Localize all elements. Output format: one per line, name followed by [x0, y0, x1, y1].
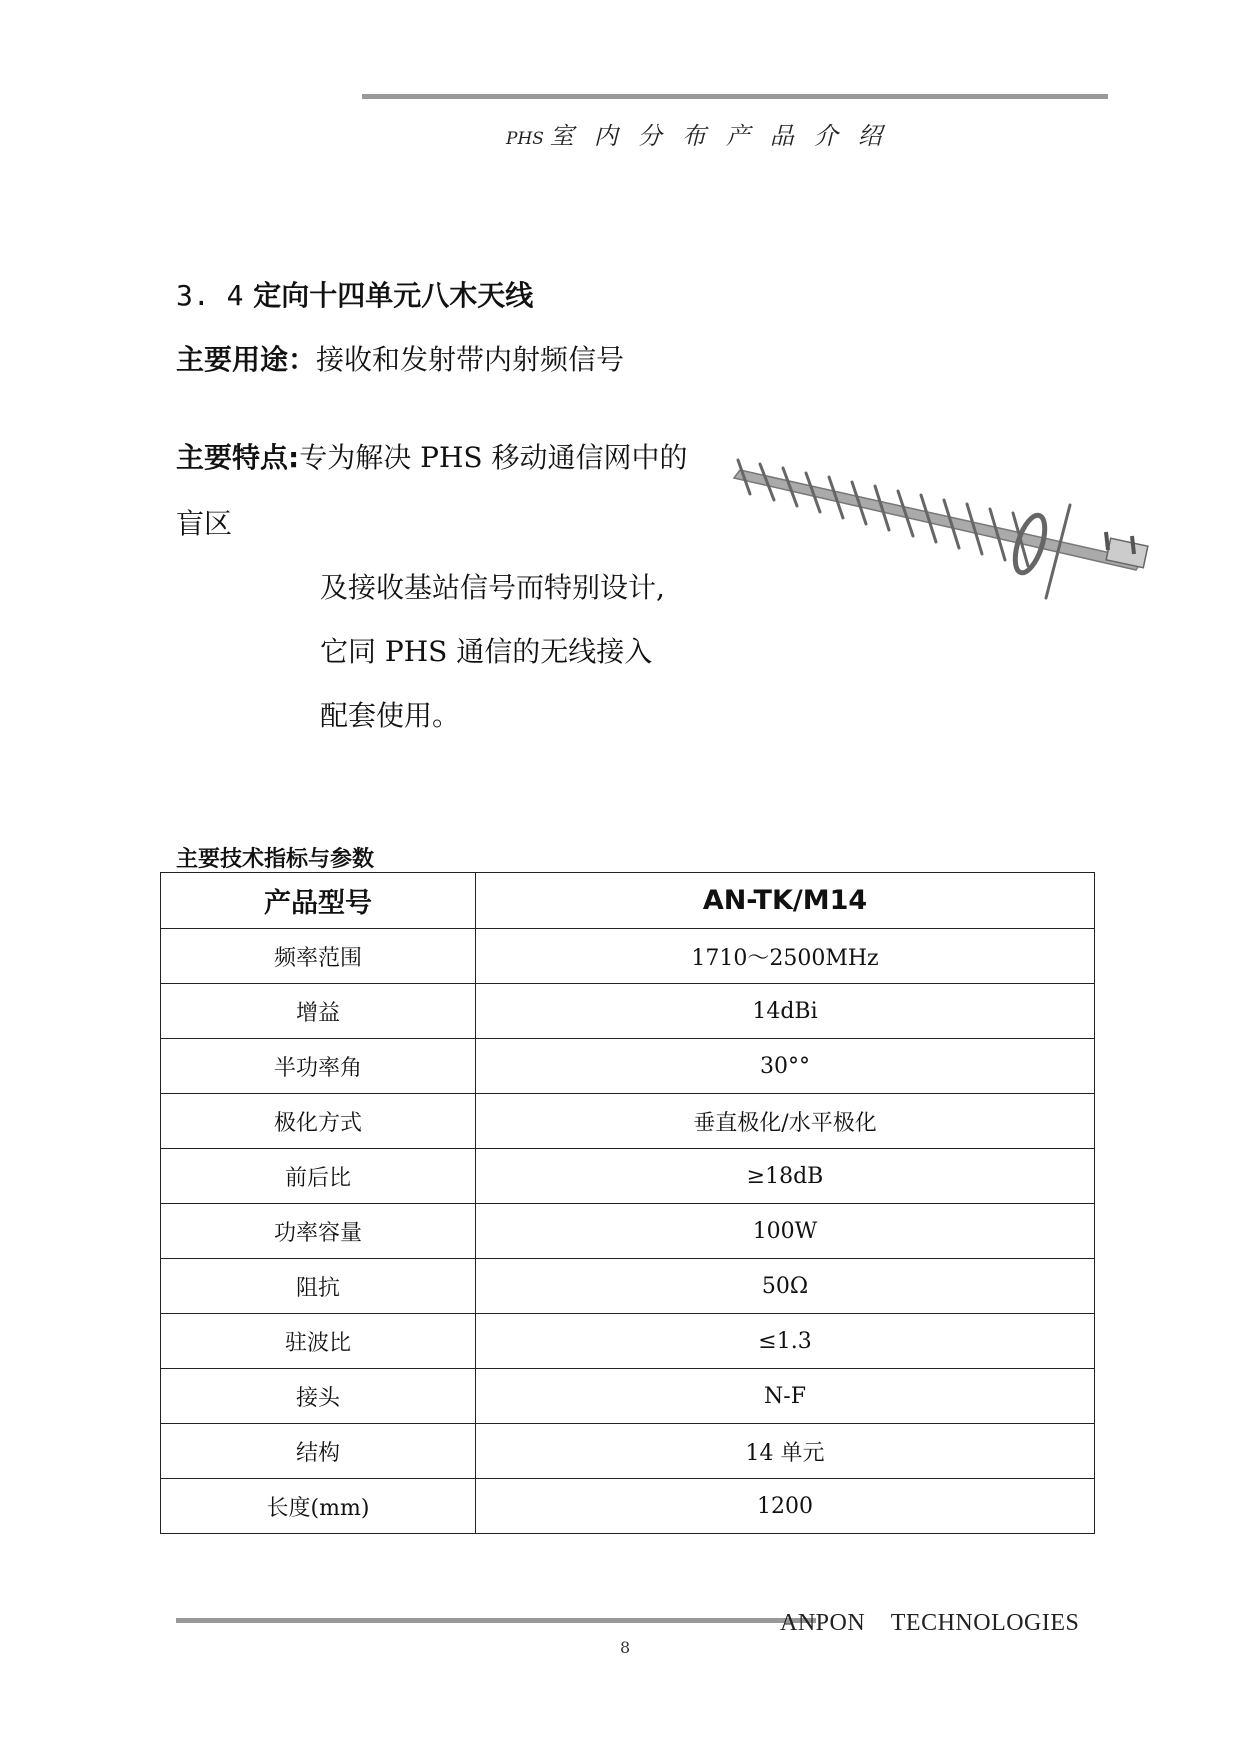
table-header-row	[161, 873, 1095, 929]
table-row	[161, 1314, 1095, 1369]
param-name-cell: 极化方式	[161, 1094, 476, 1149]
table-row	[161, 929, 1095, 984]
features-label: 主要特点:	[176, 441, 300, 474]
page-number: 8	[620, 1638, 631, 1657]
table-row	[161, 984, 1095, 1039]
param-value-cell: 1710～2500MHz	[476, 929, 1095, 984]
features-line-4: 它同 PHS 通信的无线接入	[320, 635, 653, 668]
header-cell-model-value: AN-TK/M14	[476, 873, 1095, 929]
param-name-cell: 半功率角	[161, 1039, 476, 1094]
param-value-cell: 14dBi	[476, 984, 1095, 1039]
table-row	[161, 1094, 1095, 1149]
param-name-cell: 结构	[161, 1424, 476, 1479]
param-value-cell: 1200	[476, 1479, 1095, 1534]
table-caption: 主要技术指标与参数	[176, 847, 375, 872]
section-number: 3. 4	[176, 279, 244, 312]
features-line-5: 配套使用。	[320, 699, 461, 732]
param-value-cell: 50Ω	[476, 1259, 1095, 1314]
usage-text: 接收和发射带内射频信号	[316, 343, 625, 376]
param-name-cell: 驻波比	[161, 1314, 476, 1369]
header-cell-product-model: 产品型号	[161, 873, 476, 929]
features-text-1: 专为解决 PHS 移动通信网中的	[299, 441, 688, 474]
spec-table	[160, 872, 1095, 1534]
table-row	[161, 1149, 1095, 1204]
table-row	[161, 1424, 1095, 1479]
param-value-cell: 垂直极化/水平极化	[476, 1094, 1095, 1149]
param-value-cell: 30°°	[476, 1039, 1095, 1094]
header-prefix: PHS	[506, 129, 544, 149]
features-line-3: 及接收基站信号而特别设计,	[320, 571, 665, 604]
param-value-cell: ≥18dB	[476, 1149, 1095, 1204]
features-line-2: 盲区	[176, 507, 233, 540]
param-value-cell: 14 单元	[476, 1424, 1095, 1479]
section-heading	[176, 274, 533, 314]
footer-company: ANPON TECHNOLOGIES	[780, 1610, 1080, 1636]
usage-paragraph	[176, 338, 624, 378]
param-value-cell: N-F	[476, 1369, 1095, 1424]
table-row	[161, 1479, 1095, 1534]
param-value-cell: ≤1.3	[476, 1314, 1095, 1369]
param-name-cell: 功率容量	[161, 1204, 476, 1259]
table-row	[161, 1204, 1095, 1259]
features-line-1	[176, 436, 687, 476]
footer-rule	[176, 1618, 816, 1623]
param-name-cell: 前后比	[161, 1149, 476, 1204]
table-row	[161, 1369, 1095, 1424]
param-name-cell: 阻抗	[161, 1259, 476, 1314]
param-name-cell: 频率范围	[161, 929, 476, 984]
page-header	[506, 116, 902, 151]
table-row	[161, 1039, 1095, 1094]
section-title: 定向十四单元八木天线	[253, 279, 534, 312]
table-row	[161, 1259, 1095, 1314]
yagi-antenna-icon	[730, 450, 1160, 610]
param-name-cell: 接头	[161, 1369, 476, 1424]
param-value-cell: 100W	[476, 1204, 1095, 1259]
param-name-cell: 长度(mm)	[161, 1479, 476, 1534]
usage-label: 主要用途：	[176, 343, 317, 376]
header-title: 室内分布产品介绍	[549, 122, 902, 150]
param-name-cell: 增益	[161, 984, 476, 1039]
header-rule	[362, 94, 1108, 99]
